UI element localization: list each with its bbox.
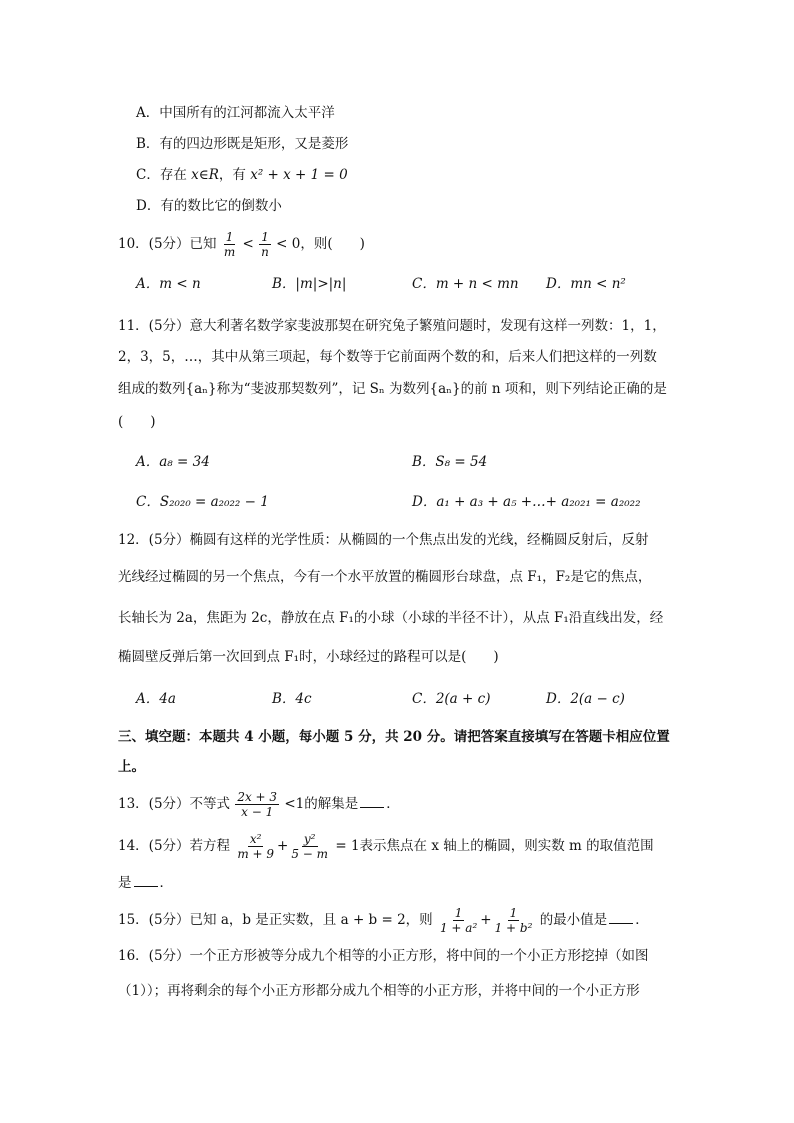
q13-end: ．: [386, 796, 400, 812]
q14-frac2-num: y²: [303, 832, 316, 846]
q13-fraction: [235, 790, 279, 819]
q12-option-a: A．4a: [136, 691, 176, 707]
q10-prefix: 10．(5分）已知: [118, 236, 217, 252]
q16-line-1: 16．(5分）一个正方形被等分成九个相等的小正方形，将中间的一个小正方形挖掉（如图: [118, 948, 649, 964]
q11-option-a: A．a₈ = 34: [136, 454, 210, 470]
q11-line-2: 2，3，5，…，其中从第三项起，每个数等于它前面两个数的和，后来人们把这样的一列数: [118, 349, 657, 365]
q12-line-3: 长轴长为 2a，焦距为 2c，静放在点 F₁的小球（小球的半径不计），从点 F₁沿直线出发，经: [118, 610, 664, 626]
section-3-heading: 三、填空题：本题共 4 小题，每小题 5 分，共 20 分。请把答案直接填写在答题卡相应位置: [118, 729, 670, 745]
q14-fraction-1: [235, 832, 276, 861]
q9-option-a: A．中国所有的江河都流入太平洋: [136, 105, 335, 121]
q14-prefix: 14．(5分）若方程: [118, 838, 231, 854]
q14-frac1-den: m + 9: [237, 847, 275, 861]
q10-fraction-2: [259, 230, 271, 259]
q15-plus: +: [480, 912, 492, 928]
q9-option-c-text: ，有: [218, 167, 251, 183]
q14-frac2-den: 5 − m: [291, 847, 329, 861]
q12-option-c: C．2(a + c): [412, 691, 491, 707]
q14-stem-cont: [118, 873, 173, 893]
q10-option-a: A．m < n: [136, 276, 201, 292]
q9-option-b: B．有的四边形既是矩形，又是菱形: [136, 136, 349, 152]
q12-line-4: 椭圆壁反弹后第一次回到点 F₁时，小球经过的路程可以是( ): [118, 649, 499, 665]
q14-stem: [118, 832, 654, 861]
q10-suffix: < 0，则( ): [276, 236, 365, 252]
q9-option-c: [136, 165, 348, 185]
q10-lt: <: [242, 236, 254, 252]
q14-line2-end: ．: [159, 875, 173, 891]
q13-frac-den: x − 1: [241, 805, 274, 819]
q10-option-d: D．mn < n²: [546, 276, 626, 292]
q12-line-2: 光线经过椭圆的另一个焦点，今有一个水平放置的椭圆形台球盘，点 F₁，F₂是它的焦点，: [118, 569, 652, 585]
q15-frac1-den: 1 + a²: [439, 921, 478, 935]
q15-answer-blank: [609, 911, 633, 924]
q14-fraction-2: [289, 832, 330, 861]
q11-option-c: C．S₂₀₂₀ = a₂₀₂₂ − 1: [136, 494, 269, 510]
q11-option-d: D．a₁ + a₃ + a₅ +…+ a₂₀₂₁ = a₂₀₂₂: [412, 494, 641, 510]
q15-prefix: 15．(5分）已知 a，b 是正实数，且 a + b = 2，则: [118, 912, 433, 928]
q15-frac1-num: 1: [454, 906, 463, 920]
q10-option-b: B．|m|>|n|: [272, 276, 347, 292]
q10-frac1-num: 1: [225, 230, 234, 244]
q13-prefix: 13．(5分）不等式: [118, 796, 231, 812]
q10-fraction-1: [222, 230, 237, 259]
q15-frac2-den: 1 + b²: [494, 921, 533, 935]
q15-fraction-2: [493, 906, 535, 935]
q14-plus: +: [277, 838, 289, 854]
q14-frac1-num: x²: [249, 832, 262, 846]
q12-option-d: D．2(a − c): [546, 691, 625, 707]
q14-line2-prefix: 是: [118, 875, 132, 891]
q12-option-b: B．4c: [272, 691, 312, 707]
q13-answer-blank: [360, 795, 384, 808]
q14-suffix: = 1表示焦点在 x 轴上的椭圆，则实数 m 的取值范围: [335, 838, 654, 854]
section-3-heading-cont: 上。: [118, 759, 145, 775]
q11-line-4: ( ): [118, 414, 156, 430]
q16-line-2: （1））；再将剩余的每个小正方形都分成九个相等的小正方形，并将中间的一个小正方形: [118, 983, 640, 999]
q10-frac1-den: m: [223, 245, 236, 259]
q9-option-c-cond: x∈R: [191, 167, 219, 183]
q15-end: ．: [635, 912, 649, 928]
q15-fraction-1: [438, 906, 479, 935]
q13-suffix: <1的解集是: [284, 796, 359, 812]
q13-frac-num: 2x + 3: [237, 790, 278, 804]
q9-option-c-equation: x² + x + 1 = 0: [250, 167, 348, 183]
q11-option-b: B．S₈ = 54: [412, 454, 488, 470]
q10-frac2-num: 1: [261, 230, 269, 244]
q10-frac2-den: n: [261, 245, 269, 259]
q11-line-3: 组成的数列{aₙ}称为“斐波那契数列”，记 Sₙ 为数列{aₙ}的前 n 项和，则下列结论正确的是: [118, 381, 667, 397]
q9-option-c-prefix: C．存在: [136, 167, 192, 183]
q14-answer-blank: [134, 874, 158, 887]
q15-frac2-num: 1: [509, 906, 518, 920]
q11-line-1: 11．(5分）意大利著名数学家斐波那契在研究兔子繁殖问题时，发现有这样一列数：1，1，: [118, 318, 666, 334]
q15-suffix: 的最小值是: [539, 912, 608, 928]
q13-stem: [118, 790, 400, 819]
q9-option-d: D．有的数比它的倒数小: [136, 198, 282, 214]
q15-stem: [118, 906, 649, 935]
q10-stem: [118, 230, 365, 259]
q12-line-1: 12．(5分）椭圆有这样的光学性质：从椭圆的一个焦点出发的光线，经椭圆反射后，反射: [118, 532, 649, 548]
q10-option-c: C．m + n < mn: [412, 276, 519, 292]
